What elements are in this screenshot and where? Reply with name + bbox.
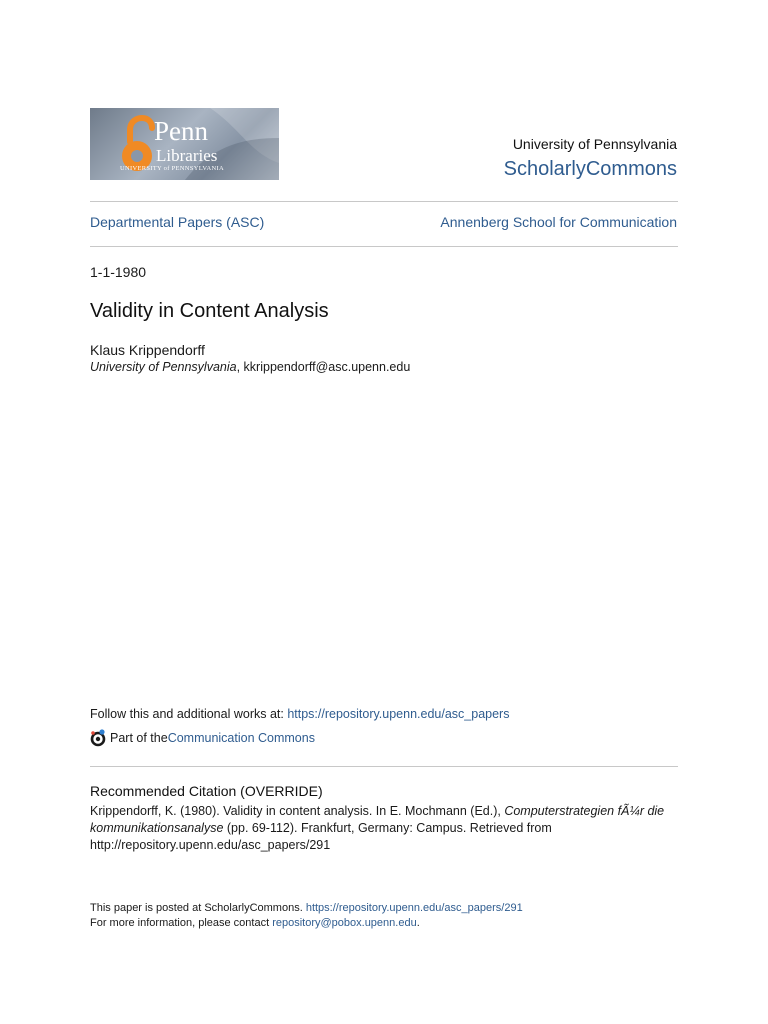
citation-text xyxy=(90,803,680,854)
citation-part2: (pp. 69-112). Frankfurt, Germany: Campus. Retrieved from http://repository.upenn.edu/asc_papers/291 xyxy=(90,821,552,852)
logo-penn-text: Penn xyxy=(154,116,208,146)
scholarlycommons-link[interactable]: ScholarlyCommons xyxy=(503,158,677,180)
logo-libraries-text: Libraries xyxy=(156,146,218,165)
affiliation-name: University of Pennsylvania xyxy=(90,360,237,374)
citation-part1: Krippendorff, K. (1980). Validity in content analysis. In E. Mochmann (Ed.), xyxy=(90,804,505,818)
publication-date: 1-1-1980 xyxy=(90,264,147,280)
citation-divider xyxy=(90,766,678,767)
network-commons-icon xyxy=(90,729,106,747)
partof-label: Part of the xyxy=(110,731,168,745)
follow-url-link[interactable]: https://repository.upenn.edu/asc_papers xyxy=(287,707,510,721)
follow-label: Follow this and additional works at: xyxy=(90,707,288,721)
footer-line-1 xyxy=(90,901,523,916)
contact-label: For more information, please contact xyxy=(90,917,273,929)
footer-notice xyxy=(90,901,523,931)
institution-name: University of Pennsylvania xyxy=(512,136,677,152)
penn-libraries-logo[interactable] xyxy=(90,108,279,180)
footer-line-2 xyxy=(90,916,523,931)
citation-heading: Recommended Citation (OVERRIDE) xyxy=(90,783,323,799)
contact-end: . xyxy=(416,917,420,929)
logo-university-text: UNIVERSITY of PENNSYLVANIA xyxy=(120,165,224,172)
annenberg-school-link[interactable]: Annenberg School for Communication xyxy=(440,214,677,230)
paper-url-link[interactable]: https://repository.upenn.edu/asc_papers/291 xyxy=(305,902,523,914)
part-of-line xyxy=(90,729,315,747)
paper-title: Validity in Content Analysis xyxy=(90,300,329,322)
communication-commons-link[interactable]: Communication Commons xyxy=(167,731,315,745)
author-affiliation xyxy=(90,360,410,374)
posted-label: This paper is posted at ScholarlyCommons. xyxy=(90,902,306,914)
departmental-papers-link[interactable]: Departmental Papers (ASC) xyxy=(90,214,265,230)
nav-divider xyxy=(90,246,678,247)
follow-line xyxy=(90,707,509,721)
citation-book-title: Computerstrategien fÃ¼r die kommunikationsanalyse xyxy=(90,804,665,835)
header-divider xyxy=(90,201,678,202)
author-email: , kkrippendorff@asc.upenn.edu xyxy=(236,360,411,374)
author-name: Klaus Krippendorff xyxy=(90,342,205,358)
contact-email-link[interactable]: repository@pobox.upenn.edu xyxy=(272,917,417,929)
